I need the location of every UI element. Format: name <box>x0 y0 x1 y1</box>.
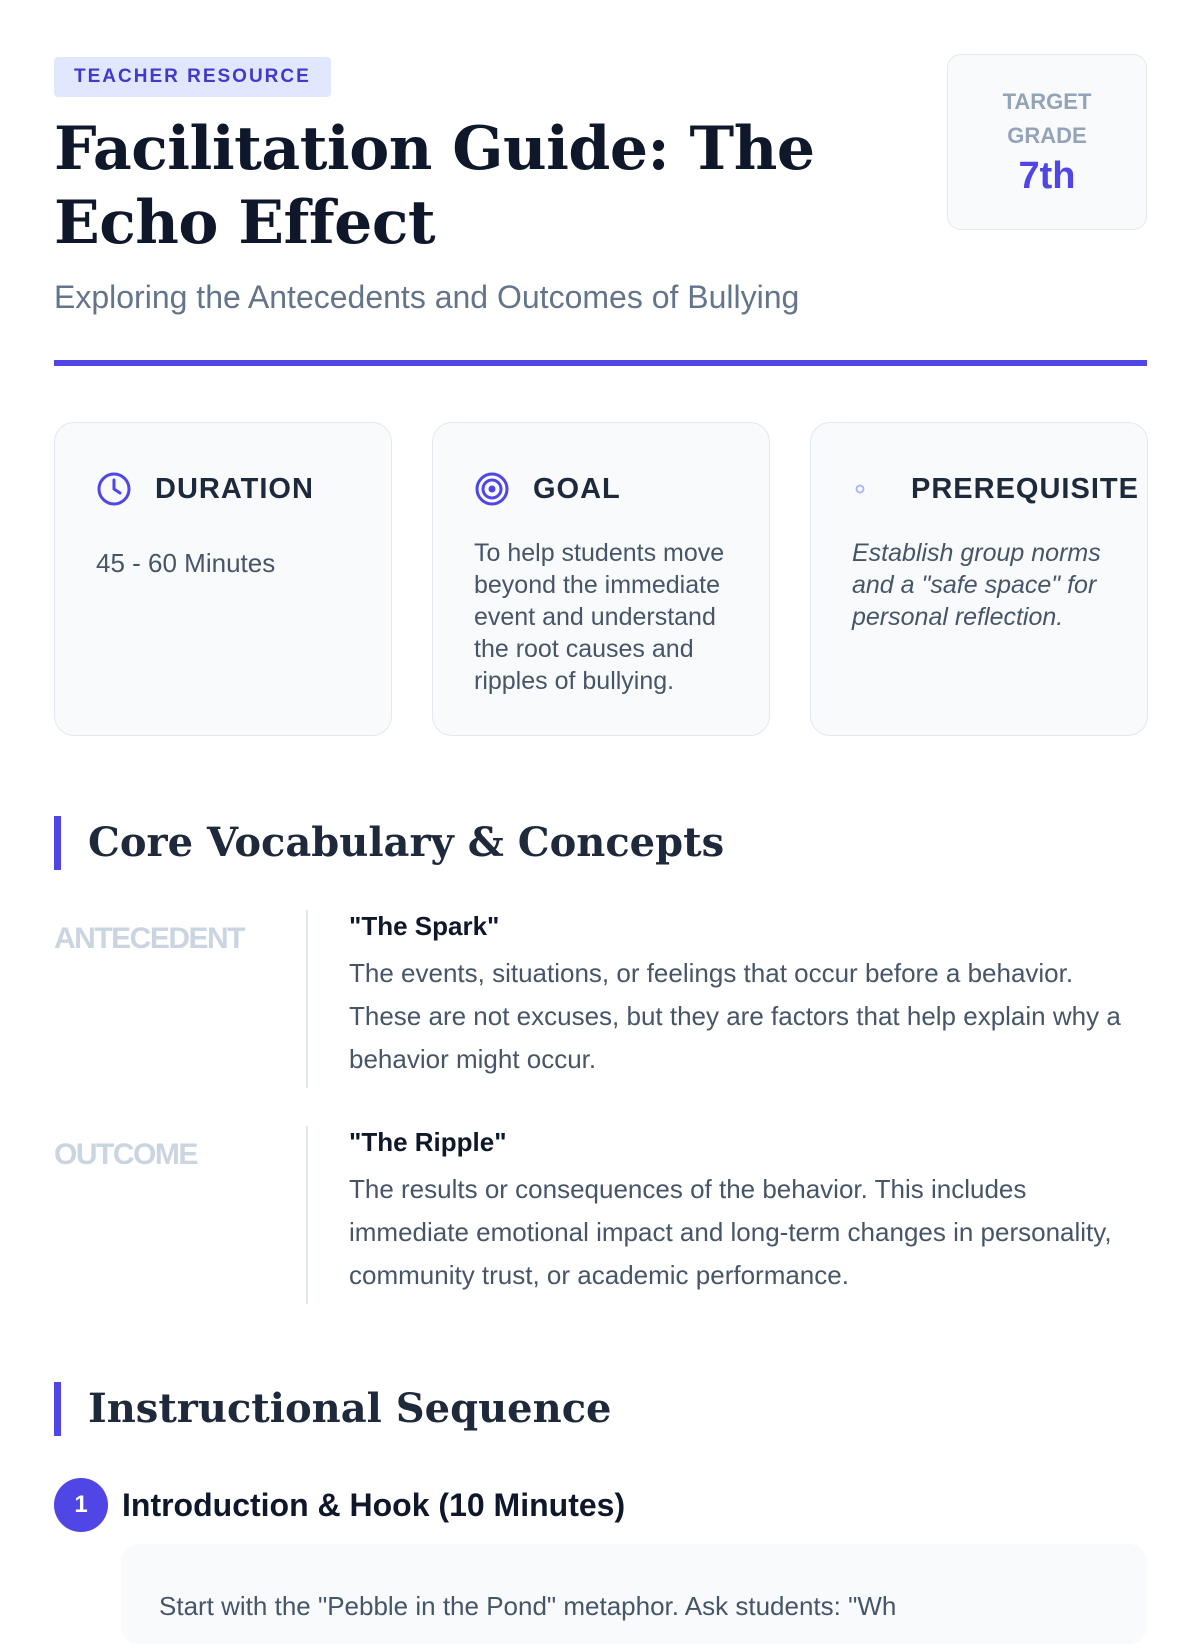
vocab-term: ANTECEDENT <box>54 922 245 955</box>
prerequisite-text: Establish group norms and a "safe space" for personal reflection. <box>852 539 1101 631</box>
step-description: Start with the "Pebble in the Pond" metaphor. Ask students: "Wh <box>159 1591 897 1621</box>
goal-title: GOAL <box>533 472 621 505</box>
header-divider <box>54 360 1147 366</box>
vocab-nickname: "The Spark" <box>349 911 500 941</box>
vocab-divider <box>306 1126 308 1304</box>
goal-text: To help students move beyond the immediate event and understand the root causes and ripples of bullying. <box>474 539 725 695</box>
goal-card <box>432 422 770 736</box>
prerequisite-title: PREREQUISITE <box>911 472 1139 505</box>
sequence-step <box>54 1478 625 1532</box>
target-grade-value: 7th <box>1018 155 1076 197</box>
facilitation-guide-page <box>54 0 1147 1621</box>
duration-value: 45 - 60 Minutes <box>96 548 276 578</box>
clock-icon <box>96 469 136 509</box>
vocab-definition: The events, situations, or feelings that occur before a behavior. These are not excuses, but they are factors that help explain why a behavior might occur. <box>349 958 1121 1074</box>
vocab-nickname: "The Ripple" <box>349 1127 507 1157</box>
step-title: Introduction & Hook (10 Minutes) <box>122 1486 626 1523</box>
page-header <box>54 56 1147 368</box>
vocab-definition: The results or consequences of the behavior. This includes immediate emotional impact and long-term changes in personality, community trust, or academic performance. <box>349 1174 1112 1290</box>
step-description-box <box>121 1544 1147 1644</box>
info-cards <box>54 422 1147 736</box>
dot-icon <box>852 469 892 509</box>
resource-tag: TEACHER RESOURCE <box>54 57 331 97</box>
vocabulary-heading: Core Vocabulary & Concepts <box>54 816 724 870</box>
page-title: Facilitation Guide: The Echo Effect <box>54 114 815 258</box>
step-number-badge: 1 <box>54 1478 108 1532</box>
sequence-heading: Instructional Sequence <box>54 1382 612 1436</box>
prerequisite-card <box>810 422 1148 736</box>
target-icon <box>474 469 514 509</box>
page-subtitle: Exploring the Antecedents and Outcomes of Bullying <box>54 279 800 315</box>
duration-card <box>54 422 392 736</box>
duration-title: DURATION <box>155 472 314 505</box>
target-grade-label: TARGET GRADE <box>1002 89 1092 148</box>
target-grade-card <box>947 54 1147 230</box>
vocab-divider <box>306 910 308 1088</box>
vocab-term: OUTCOME <box>54 1138 197 1171</box>
